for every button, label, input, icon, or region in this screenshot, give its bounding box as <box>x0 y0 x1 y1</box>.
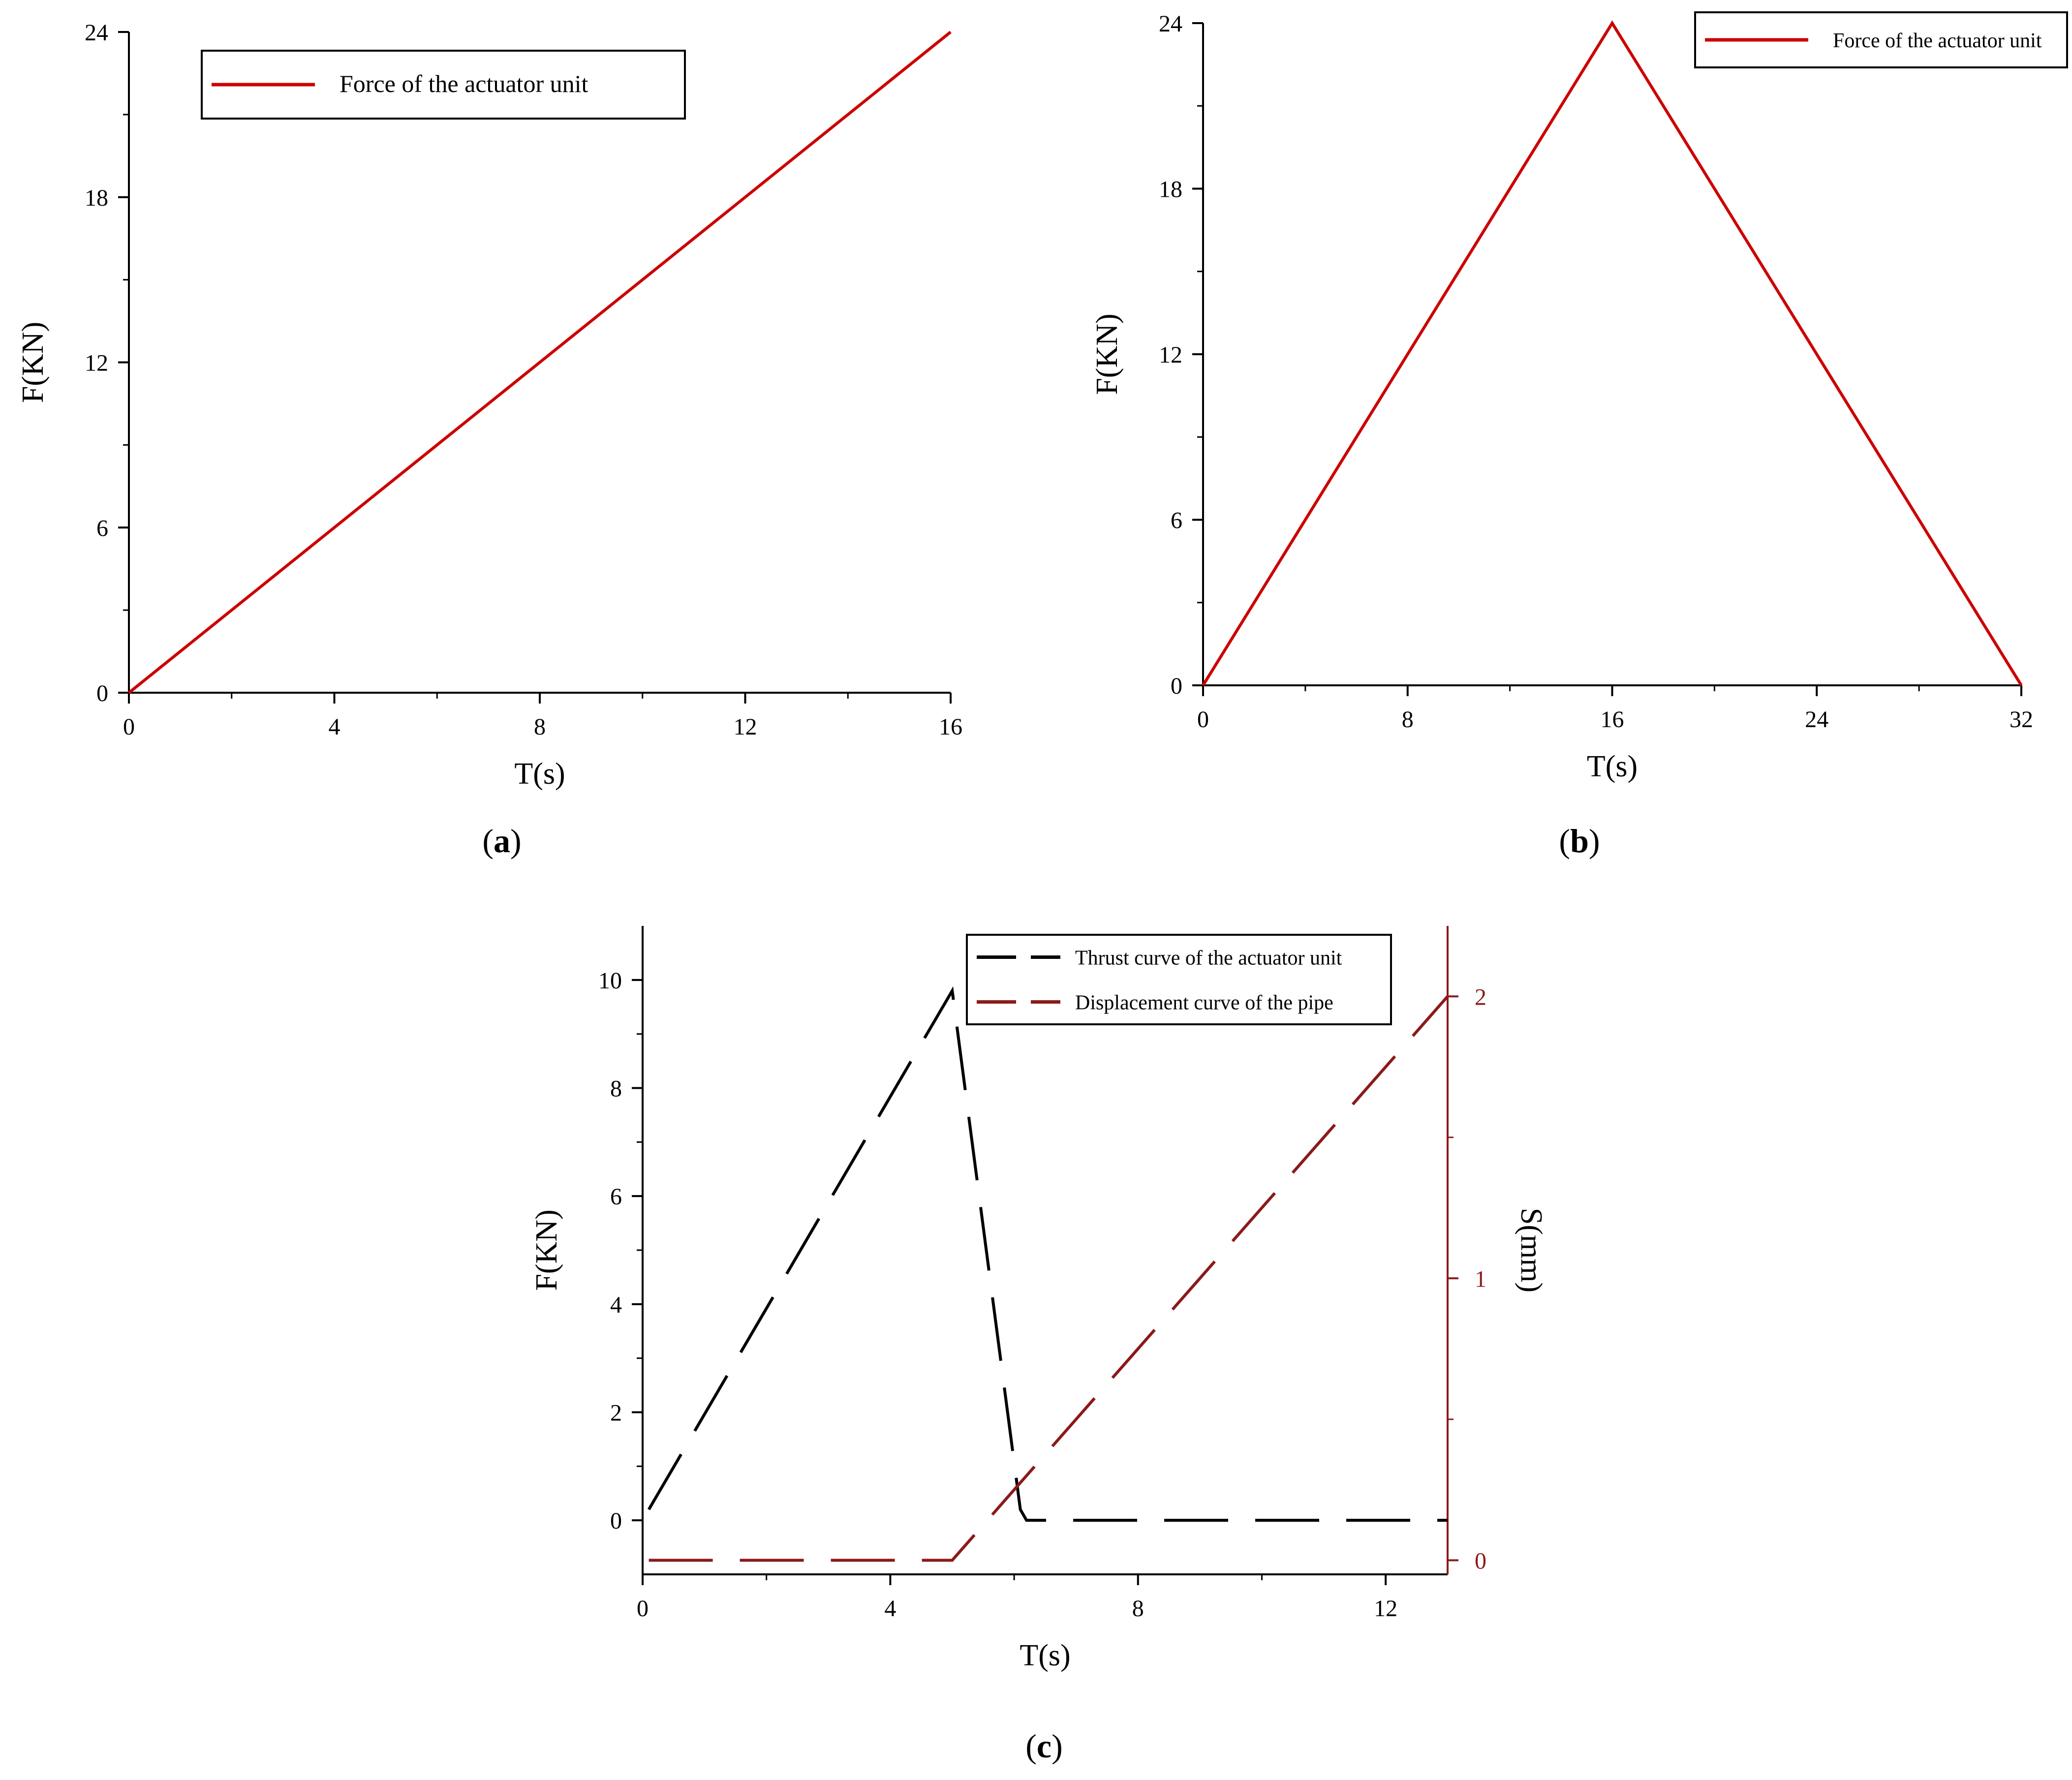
series-line-0 <box>1203 23 2021 685</box>
y-tick-label: 18 <box>1159 176 1182 203</box>
x-axis-title: T(s) <box>514 757 565 791</box>
y-tick-label: 24 <box>1159 11 1182 37</box>
y-tick-label: 24 <box>85 20 108 46</box>
y-tick-label: 0 <box>96 680 108 706</box>
series-line-1 <box>649 996 1448 1560</box>
y-tick-label: 12 <box>85 350 108 376</box>
x-tick-label: 16 <box>1600 706 1624 733</box>
chart-panel-a <box>0 0 1033 876</box>
x-tick-label: 8 <box>534 714 546 740</box>
x-tick-label: 4 <box>884 1596 897 1622</box>
y-axis-title: F(KN) <box>16 321 50 403</box>
chart-a <box>0 0 1033 876</box>
x-tick-label: 0 <box>123 714 135 740</box>
y2-tick-label: 2 <box>1475 984 1486 1011</box>
x-tick-label: 32 <box>2010 706 2033 733</box>
x-tick-label: 12 <box>733 714 757 740</box>
y-tick-label: 2 <box>610 1400 622 1426</box>
y-tick-label: 6 <box>610 1184 622 1210</box>
y-tick-label: 10 <box>598 967 622 994</box>
y-tick-label: 12 <box>1159 342 1182 368</box>
chart-panel-b <box>1033 0 2072 876</box>
caption-a: (a) <box>482 822 522 859</box>
legend-label: Displacement curve of the pipe <box>1075 991 1333 1014</box>
x-tick-label: 12 <box>1374 1596 1398 1622</box>
y2-tick-label: 0 <box>1475 1548 1486 1574</box>
y-tick-label: 18 <box>85 184 108 211</box>
chart-panel-c <box>492 886 1575 1771</box>
x-tick-label: 8 <box>1132 1596 1144 1622</box>
y-axis-title: F(KN) <box>1090 313 1124 395</box>
chart-c <box>492 886 1575 1771</box>
x-tick-label: 16 <box>939 714 962 740</box>
caption-c: (c) <box>1025 1727 1063 1765</box>
caption-b: (b) <box>1559 822 1600 859</box>
y-axis-title: F(KN) <box>530 1209 563 1291</box>
y-tick-label: 4 <box>610 1291 622 1318</box>
y2-axis-title: S(mm) <box>1515 1207 1548 1293</box>
chart-b <box>1033 0 2072 876</box>
legend-label: Force of the actuator unit <box>1833 30 2042 52</box>
x-tick-label: 8 <box>1401 706 1414 733</box>
y-tick-label: 8 <box>610 1075 622 1102</box>
x-tick-label: 4 <box>328 714 340 740</box>
y2-tick-label: 1 <box>1475 1266 1486 1292</box>
legend-label: Thrust curve of the actuator unit <box>1075 947 1342 970</box>
series-line-0 <box>129 32 951 693</box>
y-tick-label: 6 <box>96 515 108 542</box>
y-tick-label: 6 <box>1171 507 1182 534</box>
x-axis-title: T(s) <box>1020 1639 1071 1672</box>
series-line-0 <box>649 991 1448 1520</box>
x-tick-label: 24 <box>1805 706 1829 733</box>
x-tick-label: 0 <box>1197 706 1209 733</box>
x-tick-label: 0 <box>637 1596 649 1622</box>
x-axis-title: T(s) <box>1586 750 1638 783</box>
legend-label: Force of the actuator unit <box>340 70 588 97</box>
y-tick-label: 0 <box>610 1508 622 1534</box>
y-tick-label: 0 <box>1171 673 1182 699</box>
